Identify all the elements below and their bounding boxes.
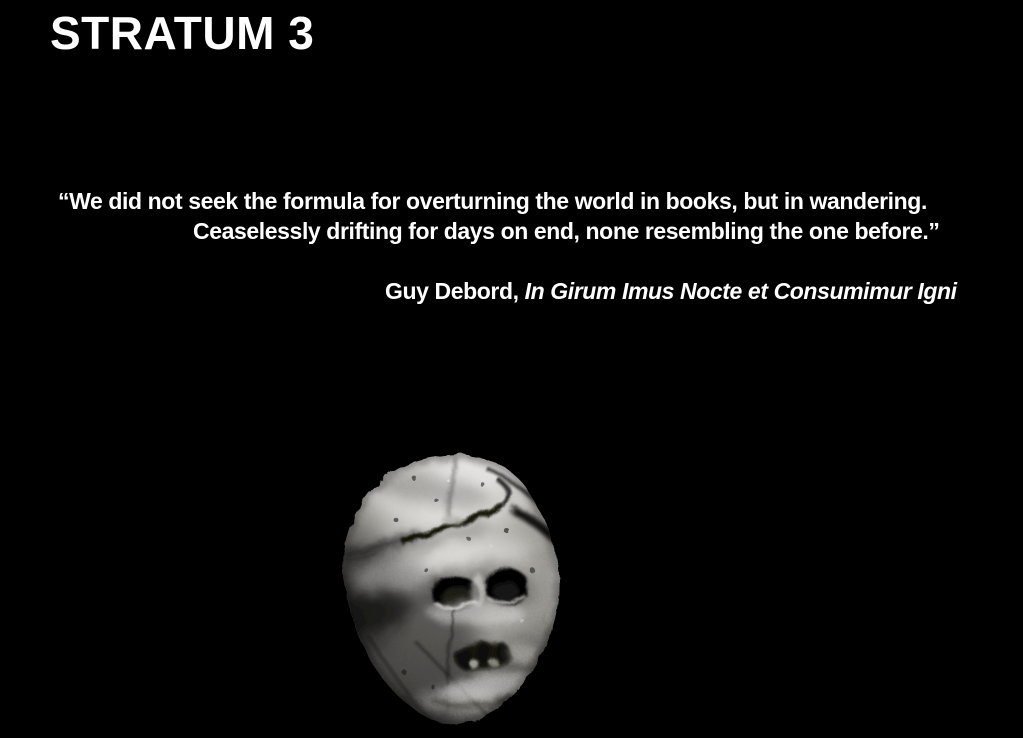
attribution-author: Guy Debord, — [385, 278, 525, 304]
pebble-photo-svg — [336, 450, 564, 728]
quote-line-1: “We did not seek the formula for overturning the world in books, but in wandering. — [58, 188, 927, 214]
carved-face-pebble-photo — [336, 450, 564, 728]
quote-attribution — [385, 276, 957, 306]
slide-title: STRATUM 3 — [50, 7, 315, 59]
attribution-work-title: In Girum Imus Nocte et Consumimur Igni — [524, 278, 957, 304]
quote-line-2: Ceaselessly drifting for days on end, none resembling the one before.” — [193, 218, 940, 244]
